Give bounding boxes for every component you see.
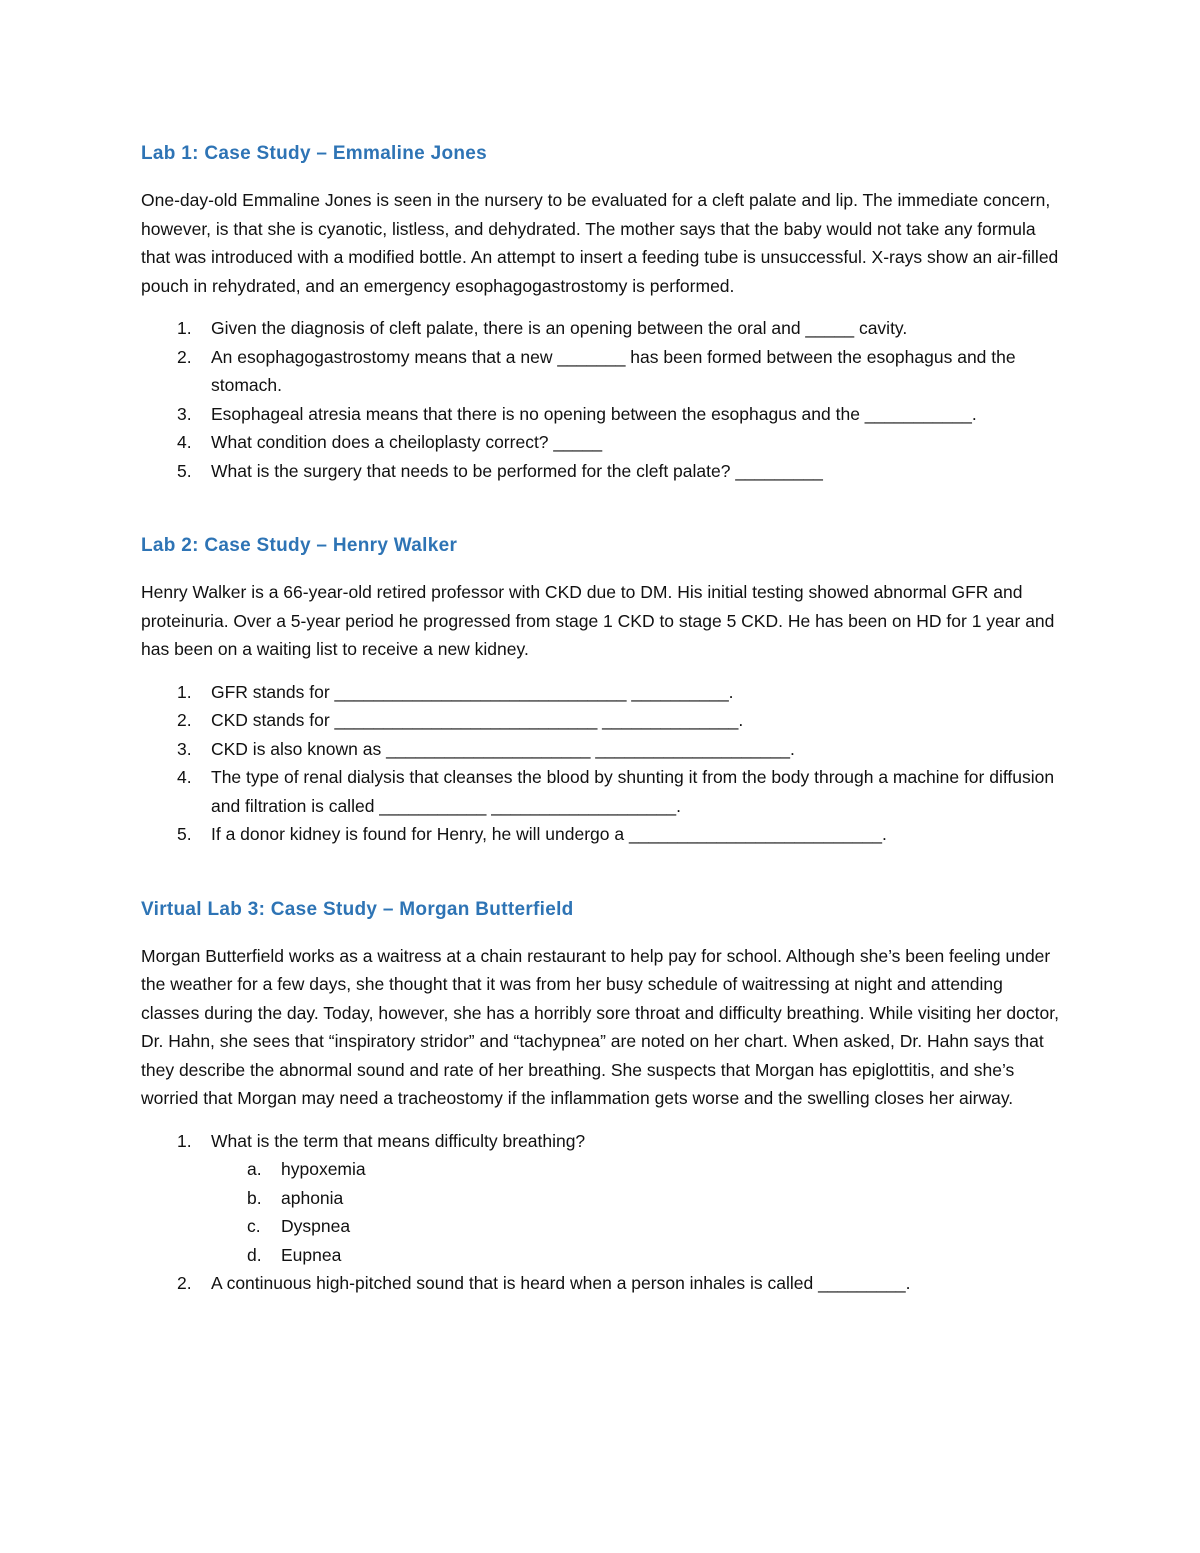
lab3-question-list xyxy=(141,1127,1061,1298)
question-text: CKD is also known as _____________________ ____________________. xyxy=(211,738,795,759)
option-c xyxy=(211,1212,1061,1241)
question-text: An esophagogastrostomy means that a new _______ has been formed between the esophagus and the stomach. xyxy=(211,346,1016,395)
question-number: 2. xyxy=(177,346,192,367)
lab1-question-3 xyxy=(141,400,1061,429)
lab2-section xyxy=(141,532,1061,849)
question-text: What is the surgery that needs to be performed for the cleft palate? _________ xyxy=(211,460,823,481)
question-number: 2. xyxy=(177,1273,192,1293)
lab3-question-1 xyxy=(141,1127,1061,1270)
option-b xyxy=(211,1184,1061,1213)
question-number: 4. xyxy=(177,767,192,787)
lab1-question-list xyxy=(141,314,1061,485)
lab2-heading: Lab 2: Case Study – Henry Walker xyxy=(141,535,458,556)
section-spacer xyxy=(141,485,1061,532)
option-letter: c. xyxy=(247,1216,261,1236)
option-text: hypoxemia xyxy=(281,1159,366,1179)
lab2-question-1 xyxy=(141,678,1061,707)
question-text: What condition does a cheiloplasty correct? _____ xyxy=(211,432,603,452)
question-number: 3. xyxy=(177,738,192,759)
question-number: 1. xyxy=(177,1130,192,1151)
lab3-section xyxy=(141,896,1061,1298)
question-number: 1. xyxy=(177,318,192,338)
question-text: If a donor kidney is found for Henry, he will undergo a __________________________. xyxy=(211,824,887,844)
lab1-question-5 xyxy=(141,457,1061,486)
question-number: 3. xyxy=(177,403,192,424)
option-text: Dyspnea xyxy=(281,1216,351,1236)
option-letter: d. xyxy=(247,1244,262,1265)
lab1-question-4 xyxy=(141,428,1061,457)
question-number: 1. xyxy=(177,681,192,702)
question-number: 5. xyxy=(177,824,192,844)
question-text: The type of renal dialysis that cleanses the blood by shunting it from the body through a machine for diffusion and filtration is called ___________ ___________________. xyxy=(211,767,1055,816)
question-number: 2. xyxy=(177,710,192,730)
lab2-question-5 xyxy=(141,820,1061,849)
question-text: Esophageal atresia means that there is no opening between the esophagus and the ___________. xyxy=(211,403,977,424)
lab1-question-1 xyxy=(141,314,1061,343)
option-letter: a. xyxy=(247,1159,262,1179)
question-text: What is the term that means difficulty breathing? xyxy=(211,1130,586,1151)
question-number: 5. xyxy=(177,460,192,481)
lab2-paragraph: Henry Walker is a 66-year-old retired professor with CKD due to DM. His initial testing showed abnormal GFR and proteinuria. Over a 5-year period he progressed from stage 1 CKD to stage 5 CKD. He has been on HD for 1 year and has been on a waiting list to receive a new kidney. xyxy=(141,582,1055,659)
lab3-question-1-options xyxy=(211,1155,1061,1269)
lab3-question-2 xyxy=(141,1269,1061,1298)
lab3-paragraph: Morgan Butterfield works as a waitress at a chain restaurant to help pay for school. Although she’s been feeling under the weather for a few days, she thought that it was from her busy schedule of waitressing at night and attending classes during the day. Today, however, she has a horribly sore throat and difficulty breathing. While visiting her doctor, Dr. Hahn, she sees that “inspiratory stridor” and “tachypnea” are noted on her chart. When asked, Dr. Hahn says that they describe the abnormal sound and rate of her breathing. She suspects that Morgan has epiglottitis, and she’s worried that Morgan may need a tracheostomy if the inflammation gets worse and the swelling closes her airway. xyxy=(141,945,1059,1108)
option-letter: b. xyxy=(247,1187,262,1208)
lab2-question-2 xyxy=(141,706,1061,735)
option-text: Eupnea xyxy=(281,1244,342,1265)
option-d xyxy=(211,1241,1061,1270)
question-number: 4. xyxy=(177,432,192,452)
lab2-question-3 xyxy=(141,735,1061,764)
lab1-heading: Lab 1: Case Study – Emmaline Jones xyxy=(141,143,487,164)
lab2-question-list xyxy=(141,678,1061,849)
option-text: aphonia xyxy=(281,1187,344,1208)
lab1-paragraph: One-day-old Emmaline Jones is seen in the nursery to be evaluated for a cleft palate and lip. The immediate concern, however, is that she is cyanotic, listless, and dehydrated. The mother says that the baby would not take any formula that was introduced with a modified bottle. An attempt to insert a feeding tube is unsuccessful. X-rays show an air-filled pouch in rehydrated, and an emergency esophagogastrostomy is performed. xyxy=(141,190,1059,296)
question-text: A continuous high-pitched sound that is heard when a person inhales is called _________. xyxy=(211,1273,911,1293)
lab3-heading: Virtual Lab 3: Case Study – Morgan Butterfield xyxy=(141,898,574,920)
question-text: GFR stands for ______________________________ __________. xyxy=(211,681,734,702)
question-text: Given the diagnosis of cleft palate, there is an opening between the oral and _____ cavity. xyxy=(211,318,908,338)
lab2-question-4 xyxy=(141,763,1061,820)
lab1-section xyxy=(141,140,1061,485)
section-spacer xyxy=(141,849,1061,896)
option-a xyxy=(211,1155,1061,1184)
question-text: CKD stands for ___________________________ ______________. xyxy=(211,710,744,730)
document-page xyxy=(141,140,1061,1298)
lab1-question-2 xyxy=(141,343,1061,400)
